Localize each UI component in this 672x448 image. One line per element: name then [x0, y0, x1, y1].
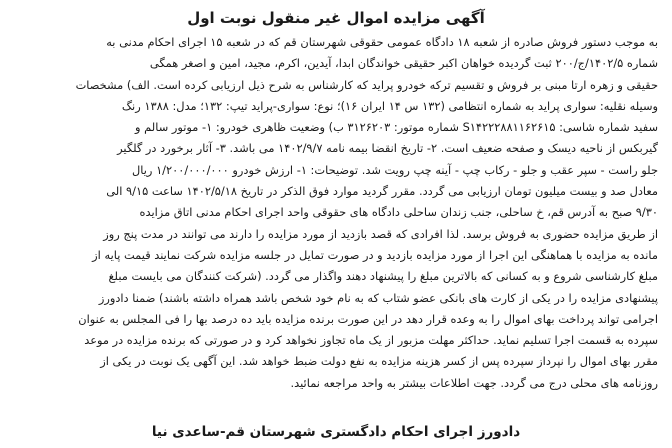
notice-line: جلو راست - سپر عقب و جلو - رکاب چپ - آینه چپ رویت شد. توضیحات: ۱- ارزش خودرو ۱/۲۰۰/۰۰۰/۰۰۰ ریال [132, 162, 658, 177]
notice-line: پیشنهادی مزایده را در یکی از کارت های بانکی عضو شتاب که به نام خود شخص باشد همراه داشته باشند) ضمنا دادورز [98, 290, 658, 305]
notice-line: از طریق مزایده حضوری به فروش برسد. لذا افرادی که قصد بازدید از مورد مزایده را دارند می توانند در مدت پنج روز [103, 226, 658, 241]
notice-line: روزنامه های محلی درج می گردد. جهت اطلاعات بیشتر به واحد مراجعه نمائید. [290, 375, 658, 390]
notice-line: وسیله نقلیه: سواری پراید به شماره انتظامی (۱۳۲ س ۱۴ ایران ۱۶)؛ نوع: سواری-پراید تیپ: ۱۳۲؛ مدل: ۱۳۸۸ رنگ [121, 98, 658, 113]
notice-line: مانده به مزایده با هماهنگی این اجرا از مورد مزایده بازدید و در صورت تمایل در جلسه مزایده شرکت نمایند قیمت پایه از [92, 247, 658, 262]
notice-line: ۹/۳۰ صبح به آدرس قم، خ ساحلی، جنب زندان ساحلی دادگاه های حقوقی واحد اجرای احکام مدنی اتاق مزایده [139, 205, 658, 220]
notice-line: مبلغ کارشناسی شروع و به کسانی که بالاترین مبلغ را پیشنهاد دهند واگذار می گردد. (شرکت کنندگان می بایست مبلغ [108, 269, 658, 284]
notice-line: گیربکس از ناحیه دیسک و صفحه ضعیف است. ۲- تاریخ انقضا بیمه نامه ۱۴۰۲/۹/۷ می باشد. ۳- آثار برخورد در گلگیر [117, 141, 658, 156]
notice-line: سفید شماره شاسی: S۱۴۲۲۲۸۸۱۱۶۲۶۱۵ شماره موتور: ۳۱۲۶۲۰۳ ب) وضعیت ظاهری خودرو: ۱- موتور سالم و [135, 120, 658, 135]
notice-body [14, 32, 658, 394]
notice-line: شماره ۱۴۰۲/۵/ج/۲۰۰ ثبت گردیده خواهان اکبر حقیقی خواندگان ابدا، آیدین، اکرم، مجید، امین و اصغر همگی [149, 56, 658, 71]
notice-line: حقیقی و زهره ارتا مبنی بر فروش و تقسیم ترکه خودرو پراید که کارشناس به شرح ذیل ارزیابی کرده است. الف) مشخصات [75, 77, 658, 92]
notice-line: معادل صد و بیست میلیون تومان ارزیابی می گردد. مقرر گردید موارد فوق الذکر در تاریخ ۱۴۰۲/۵/۱۸ ساعت ۹/۱۵ الی [106, 184, 658, 199]
notice-line: سپرده به قسمت اجرا تسلیم نماید. حداکثر مهلت مزبور از یک ماه تجاوز نخواهد کرد و در صورتی که برنده مزایده در موعد [84, 333, 658, 348]
notice-title: آگهی مزایده اموال غیر منقول نوبت اول [187, 9, 485, 27]
notice-line: مقرر بهای اموال را نپرداز سپرده پس از کسر هزینه مزایده به نفع دولت ضبط خواهد شد. این آگهی یک نوبت در یکی از [100, 354, 658, 369]
notice-signature: دادورز اجرای احکام دادگستری شهرستان قم-ساعدی نیا [151, 424, 521, 440]
notice-line: اجرامی تواند پرداخت بهای اموال را به وعده قرار دهد در این صورت برنده مزایده باید ده درصد بها را فی المجلس به عنوان [78, 311, 658, 326]
notice-line: به موجب دستور فروش صادره از شعبه ۱۸ دادگاه عمومی حقوقی شهرستان قم که در شعبه ۱۵ اجرای احکام مدنی به [106, 35, 658, 49]
